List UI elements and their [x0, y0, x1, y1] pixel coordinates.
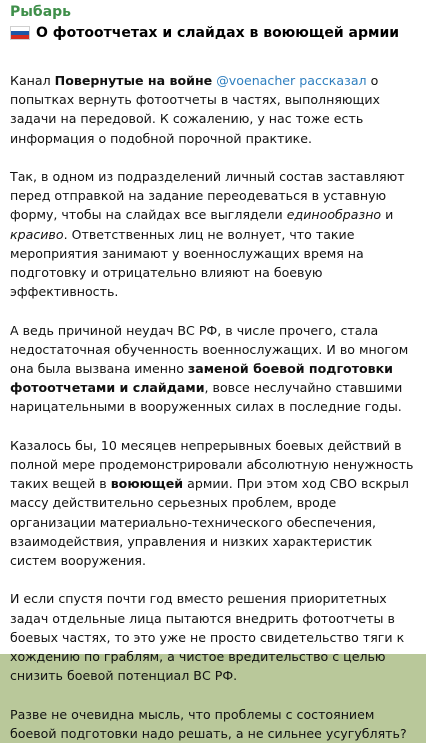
- paragraph-2: [10, 167, 416, 301]
- text: армии. При этом ход СВО вскрыл массу действительно серьезных проблем, вроде организации материально-технического обеспечения, взаимодействия, управления и низких характеристик систем вооружения.: [10, 476, 409, 569]
- italic-text: единообразно: [286, 207, 382, 223]
- russia-flag-icon: [10, 26, 30, 40]
- text: о попытках вернуть фотоотчеты в частях, выполняющих задачи на передовой. К сожалению, у нас тоже есть информация о подобной порочной практике.: [10, 73, 381, 146]
- text: Так, в одном из подразделений личный состав заставляют перед отправкой на задание переодеваться в уставную форму, чтобы на слайдах все выглядели: [10, 169, 405, 223]
- paragraph-1: [10, 71, 416, 148]
- text: . Ответственных лиц не волнует, что такие мероприятия занимают у военнослужащих время на подготовку и отрицательно влияют на боевую эффективность.: [10, 226, 364, 300]
- bold-text: воюющей: [110, 476, 184, 492]
- text: Казалось бы, 10 месяцев непрерывных боевых действий в полной мере продемонстрировали абсолютную ненужность таких вещей в: [10, 437, 414, 492]
- text: и: [381, 207, 394, 223]
- italic-text: красиво: [10, 226, 64, 242]
- bold-text: заменой боевой подготовки фотоотчетами и слайдами: [10, 361, 393, 396]
- post-title-row: [10, 24, 416, 42]
- text: , вовсе неслучайно ставшими нарицательными в вооруженных силах в последние годы.: [10, 380, 403, 415]
- bold-channel-name: Повернутые на войне: [54, 73, 213, 88]
- post-title: О фотоотчетах и слайдах в воюющей армии: [36, 25, 400, 41]
- paragraph-3: [10, 321, 416, 417]
- mention-link[interactable]: @voenacher: [216, 73, 296, 88]
- text: А ведь причиной неудач ВС РФ, в числе прочего, стала недостаточная обученность военнослужащих. И во многом она была вызвана именно: [10, 322, 409, 377]
- text: Канал: [10, 73, 55, 88]
- paragraph-5: И если спустя почти год вместо решения приоритетных задач отдельные лица пытаются внедрить фотоотчеты в боевых частях, то это уже не просто свидетельство тяги к хождению по граблям, а чистое вредительство с целью снизить боевой потенциал ВС РФ.: [10, 591, 405, 684]
- paragraph-4: [10, 436, 416, 570]
- channel-name[interactable]: Рыбарь: [10, 4, 72, 20]
- paragraph-6: Разве не очевидна мысль, что проблемы с состоянием боевой подготовки надо решать, а не сильнее усугублять?: [10, 706, 407, 741]
- source-link[interactable]: рассказал: [299, 73, 367, 88]
- post-body: [10, 71, 416, 743]
